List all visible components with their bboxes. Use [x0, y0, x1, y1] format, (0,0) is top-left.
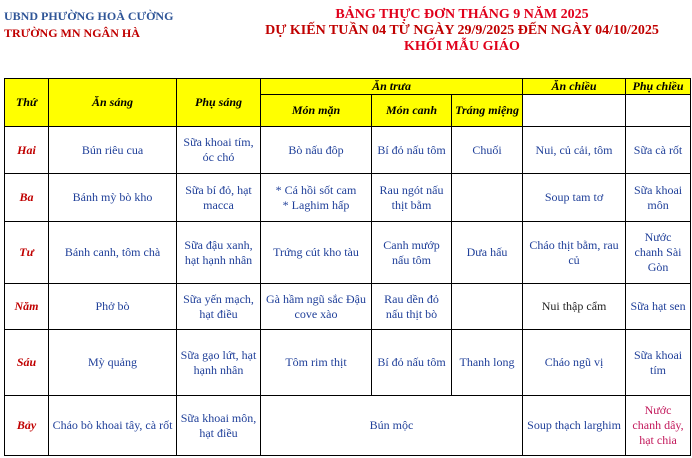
- afternoon-cell: Soup tam tơ: [523, 174, 626, 222]
- title-line-1: BẢNG THỰC ĐƠN THÁNG 9 NĂM 2025: [335, 7, 589, 22]
- title-line-2: DỰ KIẾN TUẦN 04 TỪ NGÀY 29/9/2025 ĐẾN NGÀY 04/10/2025: [265, 23, 659, 38]
- afternoon-snack-cell: Sữa khoai môn: [626, 174, 691, 222]
- ward-name: UBND PHƯỜNG HOÀ CƯỜNG: [4, 9, 174, 23]
- afternoon-snack-cell: Sữa khoai tím: [626, 330, 691, 396]
- header-afternoon-blank: [523, 95, 626, 127]
- breakfast-cell: Mỳ quảng: [49, 330, 177, 396]
- header-morning-snack: Phụ sáng: [177, 79, 261, 127]
- table-row: [5, 284, 691, 330]
- soup-cell: Bí đỏ nấu tôm: [372, 127, 452, 174]
- morning-snack-cell: Sữa gạo lứt, hạt hạnh nhân: [177, 330, 261, 396]
- main-dish-cell: Tôm rim thịt: [261, 330, 372, 396]
- afternoon-cell: Nui, củ cải, tôm: [523, 127, 626, 174]
- breakfast-cell: Bánh mỳ bò kho: [49, 174, 177, 222]
- school-name: TRƯỜNG MN NGÂN HÀ: [4, 26, 140, 40]
- afternoon-snack-cell: Nước chanh dây, hạt chia: [626, 396, 691, 456]
- soup-cell: Rau dền đỏ nấu thịt bò: [372, 284, 452, 330]
- morning-snack-cell: Sữa yến mạch, hạt điều: [177, 284, 261, 330]
- afternoon-snack-cell: Sữa hạt sen: [626, 284, 691, 330]
- dessert-cell: [452, 174, 523, 222]
- dessert-cell: [452, 284, 523, 330]
- dessert-cell: Dưa hấu: [452, 222, 523, 284]
- breakfast-cell: Cháo bò khoai tây, cà rốt: [49, 396, 177, 456]
- table-row: [5, 396, 691, 456]
- lunch-merged-cell: Bún mộc: [261, 396, 523, 456]
- main-dish-cell: Trứng cút kho tàu: [261, 222, 372, 284]
- header-soup: Món canh: [372, 95, 452, 127]
- afternoon-snack-cell: Nước chanh Sài Gòn: [626, 222, 691, 284]
- title-line-3: KHỐI MẪU GIÁO: [404, 39, 520, 54]
- menu-table: [4, 78, 691, 456]
- soup-cell: Rau ngót nấu thịt bằm: [372, 174, 452, 222]
- table-row: [5, 127, 691, 174]
- main-dish-item: * Laghim hấp: [282, 197, 350, 212]
- afternoon-snack-cell: Sữa cà rốt: [626, 127, 691, 174]
- day-cell: Sáu: [5, 330, 49, 396]
- soup-cell: Canh mướp nấu tôm: [372, 222, 452, 284]
- soup-cell: Bí đỏ nấu tôm: [372, 330, 452, 396]
- breakfast-cell: Bún riêu cua: [49, 127, 177, 174]
- breakfast-cell: Phở bò: [49, 284, 177, 330]
- header-afternoon: Ăn chiều: [523, 79, 626, 95]
- header-dessert: Tráng miệng: [452, 95, 523, 127]
- header-main-dish: Món mặn: [261, 95, 372, 127]
- afternoon-cell: Soup thạch larghim: [523, 396, 626, 456]
- day-cell: Hai: [5, 127, 49, 174]
- header-afternoon-snack-blank: [626, 95, 691, 127]
- table-row: [5, 330, 691, 396]
- day-cell: Tư: [5, 222, 49, 284]
- dessert-cell: Thanh long: [452, 330, 523, 396]
- day-cell: Năm: [5, 284, 49, 330]
- afternoon-cell: Cháo thịt bằm, rau củ: [523, 222, 626, 284]
- menu-title: [232, 7, 692, 55]
- header-breakfast: Ăn sáng: [49, 79, 177, 127]
- main-dish-cell: [261, 174, 372, 222]
- day-cell: Ba: [5, 174, 49, 222]
- morning-snack-cell: Sữa bí đỏ, hạt macca: [177, 174, 261, 222]
- main-dish-cell: Bò nấu đôp: [261, 127, 372, 174]
- header-day: Thứ: [5, 79, 49, 127]
- main-dish-cell: Gà hầm ngũ sắc Đậu cove xào: [261, 284, 372, 330]
- table-row: [5, 174, 691, 222]
- afternoon-cell: Nui thập cẩm: [523, 284, 626, 330]
- header-afternoon-snack: Phụ chiều: [626, 79, 691, 95]
- morning-snack-cell: Sữa đậu xanh, hạt hạnh nhân: [177, 222, 261, 284]
- afternoon-cell: Cháo ngũ vị: [523, 330, 626, 396]
- header-lunch: Ăn trưa: [261, 79, 523, 95]
- main-dish-item: * Cá hồi sốt cam: [275, 182, 357, 197]
- day-cell: Bảy: [5, 396, 49, 456]
- school-header: [4, 8, 173, 42]
- morning-snack-cell: Sữa khoai tím, óc chó: [177, 127, 261, 174]
- table-row: [5, 222, 691, 284]
- dessert-cell: Chuối: [452, 127, 523, 174]
- breakfast-cell: Bánh canh, tôm chà: [49, 222, 177, 284]
- morning-snack-cell: Sữa khoai môn, hạt điều: [177, 396, 261, 456]
